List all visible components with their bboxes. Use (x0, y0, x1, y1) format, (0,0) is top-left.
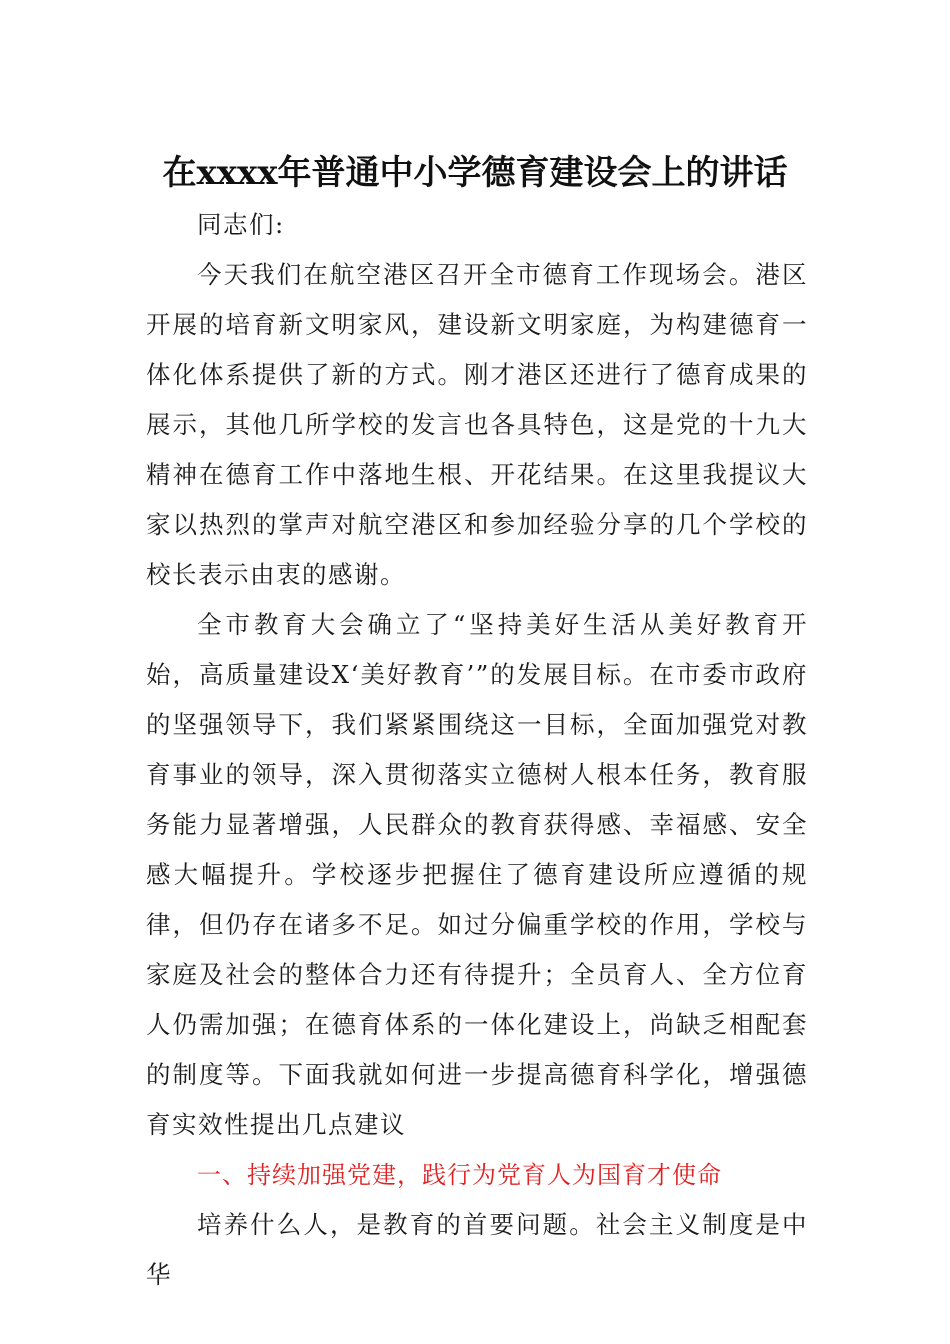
paragraph-2: 全市教育大会确立了“坚持美好生活从美好教育开始，高质量建设X‘美好教育’”的发展目标。在市委市政府的坚强领导下，我们紧紧围绕这一目标，全面加强党对教育事业的领导，深入贯彻落实立德树人根本任务，教育服务能力显著增强，人民群众的教育获得感、幸福感、安全感大幅提升。学校逐步把握住了德育建设所应遵循的规律，但仍存在诸多不足。如过分偏重学校的作用，学校与家庭及社会的整体合力还有待提升；全员育人、全方位育人仍需加强；在德育体系的一体化建设上，尚缺乏相配套的制度等。下面我就如何进一步提高德育科学化，增强德育实效性提出几点建议 (146, 610, 808, 1139)
salutation: 同志们: (197, 210, 285, 239)
document-title: 在xxxx年普通中小学德育建设会上的讲话 (162, 153, 788, 193)
paragraph-1: 今天我们在航空港区召开全市德育工作现场会。港区开展的培育新文明家风，建设新文明家庭，为构建德育一体化体系提供了新的方式。刚才港区还进行了德育成果的展示，其他几所学校的发言也各具特色，这是党的十九大精神在德育工作中落地生根、开花结果。在这里我提议大家以热烈的掌声对航空港区和参加经验分享的几个学校的校长表示由衷的感谢。 (146, 260, 808, 589)
section-heading-1: 一、持续加强党建，践行为党育人为国育才使命 (197, 1161, 722, 1189)
document-body (146, 200, 808, 1300)
paragraph-3: 培养什么人，是教育的首要问题。社会主义制度是中华 (146, 1210, 808, 1289)
